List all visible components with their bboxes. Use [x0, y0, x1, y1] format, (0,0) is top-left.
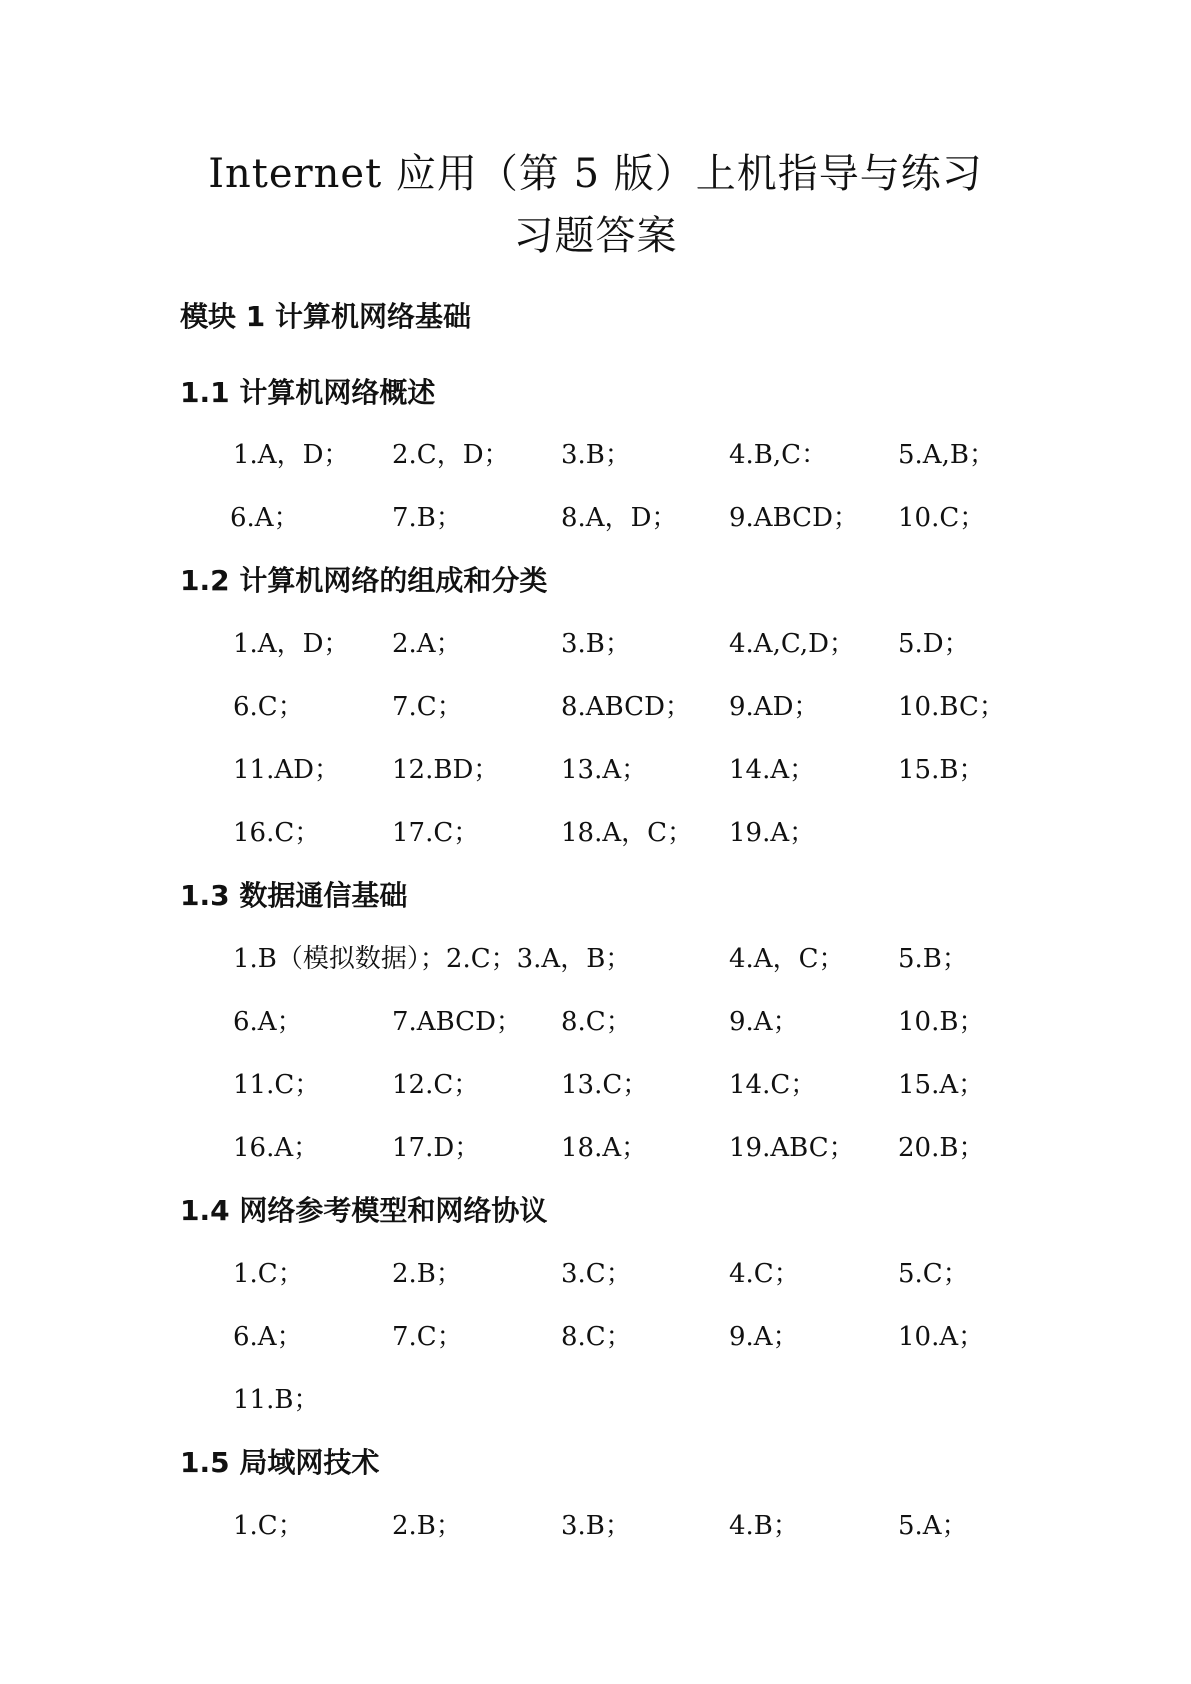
- answer-item: 3.B；: [561, 1511, 631, 1541]
- document-title-line-2: 习题答案: [513, 213, 678, 259]
- section-heading-1-1: 1.1 计算机网络概述: [180, 376, 436, 409]
- answer-item: 4.B,C：: [729, 440, 828, 470]
- answer-item: 8.ABCD；: [561, 692, 691, 722]
- answer-item: 7.ABCD；: [392, 1007, 522, 1037]
- answer-item: 3.B；: [561, 440, 631, 470]
- answer-row: [0, 626, 1191, 666]
- answer-item: 12.C；: [392, 1070, 480, 1100]
- answer-item: 19.ABC；: [729, 1133, 855, 1163]
- answer-item: 9.AD；: [729, 692, 820, 722]
- answer-item: 15.B；: [898, 755, 985, 785]
- answer-item: 7.C；: [392, 1322, 463, 1352]
- answer-row: [0, 752, 1191, 792]
- document-title-line-1: Internet 应用（第 5 版）上机指导与练习: [208, 151, 983, 197]
- answer-item: 5.A,B；: [898, 440, 995, 470]
- answer-row: [0, 437, 1191, 477]
- answer-item: 16.A；: [233, 1133, 320, 1163]
- answer-item: 1.C；: [233, 1259, 304, 1289]
- answer-item: 7.C；: [392, 692, 463, 722]
- answer-item: 18.A；: [561, 1133, 648, 1163]
- answer-row: [0, 1067, 1191, 1107]
- answer-row: [0, 1382, 1191, 1422]
- answer-item: 17.C；: [392, 818, 480, 848]
- answer-item: 19.A；: [729, 818, 816, 848]
- answer-item: 20.B；: [898, 1133, 985, 1163]
- answer-item: 6.A；: [230, 503, 300, 533]
- answer-row: [0, 1319, 1191, 1359]
- answer-item: 1.C；: [233, 1511, 304, 1541]
- answer-item: 4.A,C,D；: [729, 629, 855, 659]
- answer-item: 6.A；: [233, 1007, 303, 1037]
- answer-item-combined: 1.B（模拟数据）；2.C；3.A，B；: [233, 944, 632, 974]
- answer-item: 11.C；: [233, 1070, 321, 1100]
- section-heading-1-4: 1.4 网络参考模型和网络协议: [180, 1194, 548, 1227]
- answer-item: 1.A，D；: [233, 629, 350, 659]
- answer-item: 5.D；: [898, 629, 970, 659]
- answer-item: 18.A，C；: [561, 818, 694, 848]
- answer-item: 8.C；: [561, 1322, 632, 1352]
- answer-item: 17.D；: [392, 1133, 481, 1163]
- answer-item: 5.A；: [898, 1511, 968, 1541]
- answer-item: 13.A；: [561, 755, 648, 785]
- answer-row: [0, 500, 1191, 540]
- answer-item: 8.A，D；: [561, 503, 678, 533]
- answer-item: 8.C；: [561, 1007, 632, 1037]
- answer-item: 2.C，D；: [392, 440, 510, 470]
- answer-item: 10.BC；: [898, 692, 1005, 722]
- answer-item: 5.B；: [898, 944, 968, 974]
- answer-item: 5.C；: [898, 1259, 969, 1289]
- answer-item: 2.B；: [392, 1259, 462, 1289]
- answer-item: 9.A；: [729, 1322, 799, 1352]
- answer-item: 3.B；: [561, 629, 631, 659]
- answer-item: 14.C；: [729, 1070, 817, 1100]
- answer-item: 14.A；: [729, 755, 816, 785]
- module-heading: 模块 1 计算机网络基础: [180, 300, 471, 333]
- answer-item: 4.A，C；: [729, 944, 845, 974]
- answer-row: [0, 1508, 1191, 1548]
- answer-item: 12.BD；: [392, 755, 500, 785]
- answer-item: 10.A；: [898, 1322, 985, 1352]
- answer-row: [0, 1130, 1191, 1170]
- answer-row: [0, 815, 1191, 855]
- section-heading-1-3: 1.3 数据通信基础: [180, 879, 408, 912]
- answer-item: 4.C；: [729, 1259, 800, 1289]
- answer-item: 10.B；: [898, 1007, 985, 1037]
- answer-item: 2.A；: [392, 629, 462, 659]
- answer-item: 7.B；: [392, 503, 462, 533]
- answer-row: [0, 941, 1191, 981]
- answer-item: 11.AD；: [233, 755, 340, 785]
- answer-item: 2.B；: [392, 1511, 462, 1541]
- answer-item: 9.ABCD；: [729, 503, 859, 533]
- section-heading-1-2: 1.2 计算机网络的组成和分类: [180, 564, 548, 597]
- answer-row: [0, 689, 1191, 729]
- answer-item: 4.B；: [729, 1511, 799, 1541]
- answer-item: 13.C；: [561, 1070, 649, 1100]
- answer-row: [0, 1004, 1191, 1044]
- answer-item: 3.C；: [561, 1259, 632, 1289]
- answer-item: 1.A，D；: [233, 440, 350, 470]
- answer-item: 10.C；: [898, 503, 986, 533]
- answer-item: 9.A；: [729, 1007, 799, 1037]
- section-heading-1-5: 1.5 局域网技术: [180, 1446, 380, 1479]
- answer-item: 11.B；: [233, 1385, 320, 1415]
- answer-item: 6.C；: [233, 692, 304, 722]
- answer-item: 15.A；: [898, 1070, 985, 1100]
- answer-row: [0, 1256, 1191, 1296]
- answer-item: 6.A；: [233, 1322, 303, 1352]
- answer-item: 16.C；: [233, 818, 321, 848]
